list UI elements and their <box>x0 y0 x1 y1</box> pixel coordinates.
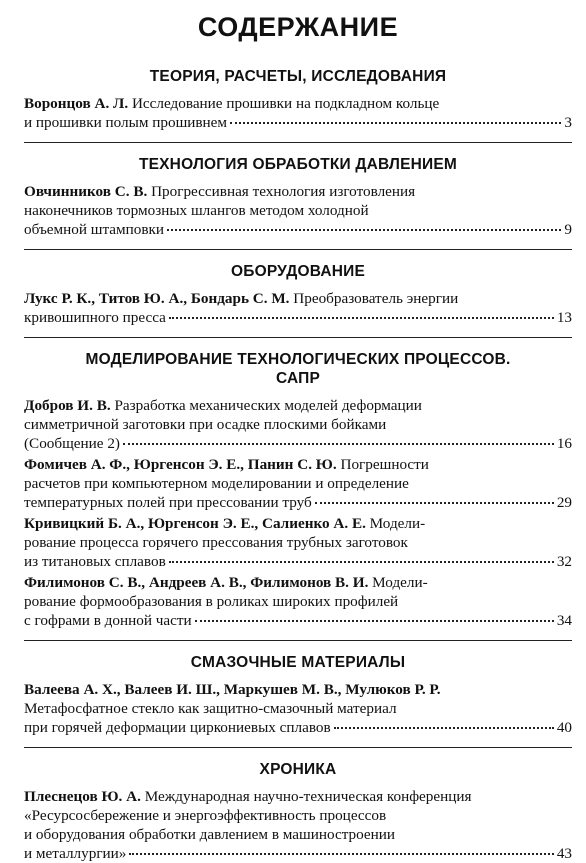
entry-title-part: Преобразователь энергии <box>289 290 459 307</box>
toc-entry-last-line <box>24 308 572 327</box>
section-heading <box>24 653 572 672</box>
toc-entry-line <box>24 474 572 493</box>
toc-entry-last-line <box>24 113 572 132</box>
section-heading-line: САПР <box>275 370 321 387</box>
entry-author: Воронцов А. Л. <box>24 95 129 112</box>
toc-entry <box>24 514 572 571</box>
entry-title-part: Модели- <box>368 574 428 591</box>
toc-entry-line <box>24 699 572 718</box>
section <box>24 760 572 863</box>
entry-title-part: наконечников тормозных шлангов методом холодной <box>24 202 369 219</box>
entry-title-part: и оборудования обработки давлением в машиностроении <box>24 826 396 843</box>
entry-text <box>24 844 126 863</box>
entry-title-part: Исследование прошивки на подкладном кольце <box>128 95 440 112</box>
toc-entry <box>24 573 572 630</box>
leader-dots <box>195 620 554 622</box>
section-heading-line: СМАЗОЧНЫЕ МАТЕРИАЛЫ <box>190 654 406 671</box>
section-divider <box>24 640 572 641</box>
leader-dots <box>169 561 554 563</box>
section-divider <box>24 747 572 748</box>
leader-dots <box>167 229 561 231</box>
entry-title-part: кривошипного пресса <box>24 309 166 326</box>
page-number: 32 <box>556 553 572 570</box>
leader-dots <box>169 317 554 319</box>
entry-title-part: Международная научно-техническая конференция <box>140 788 472 805</box>
entry-text <box>24 534 408 551</box>
entry-text <box>24 113 227 132</box>
entry-text <box>24 788 472 805</box>
page-number: 29 <box>556 494 572 511</box>
page-number: 16 <box>556 435 572 452</box>
section-divider <box>24 337 572 338</box>
page-number: 34 <box>556 612 572 629</box>
entry-text <box>24 574 428 591</box>
entry-author: Филимонов С. В., Андреев А. В., Филимонов В. И. <box>24 574 369 591</box>
page-number: 3 <box>564 114 572 131</box>
entry-text <box>24 202 369 219</box>
leader-dots <box>230 122 561 124</box>
toc-entry-line <box>24 573 572 592</box>
toc-entry-last-line <box>24 434 572 453</box>
leader-dots <box>129 853 553 855</box>
section-heading-line: ОБОРУДОВАНИЕ <box>230 263 366 280</box>
entry-text <box>24 593 398 610</box>
toc-entry-line <box>24 289 572 308</box>
contents-list <box>24 67 572 863</box>
entry-title-part: Разработка механических моделей деформации <box>110 397 422 414</box>
entry-author: Лукс Р. К., Титов Ю. А., Бондарь С. М. <box>24 290 290 307</box>
section-heading <box>24 760 572 779</box>
leader-dots <box>123 443 554 445</box>
toc-entry <box>24 94 572 132</box>
entry-title-part: «Ресурсосбережение и энергоэффективность процессов <box>24 807 387 824</box>
entry-title-part: температурных полей при прессовании труб <box>24 494 312 511</box>
toc-entry-last-line <box>24 552 572 571</box>
section-divider <box>24 142 572 143</box>
toc-entry-last-line <box>24 844 572 863</box>
toc-entry-line <box>24 533 572 552</box>
toc-entry <box>24 680 572 737</box>
entry-text <box>24 456 429 473</box>
page-number: 43 <box>556 845 572 862</box>
section-heading <box>24 155 572 174</box>
toc-entry-last-line <box>24 493 572 512</box>
toc-entry-line <box>24 455 572 474</box>
toc-entry-line <box>24 94 572 113</box>
entry-text <box>24 681 441 698</box>
toc-entry-last-line <box>24 220 572 239</box>
toc-entry-line <box>24 592 572 611</box>
entry-text <box>24 290 458 307</box>
toc-entry <box>24 396 572 453</box>
entry-author: Фомичев А. Ф., Юргенсон Э. Е., Панин С. Ю. <box>24 456 337 473</box>
entry-text <box>24 475 409 492</box>
entry-text <box>24 493 312 512</box>
section <box>24 350 572 630</box>
section-heading <box>24 350 572 388</box>
leader-dots <box>334 727 554 729</box>
section <box>24 155 572 239</box>
entry-text <box>24 397 422 414</box>
entry-text <box>24 611 192 630</box>
entry-title-part: (Сообщение 2) <box>24 435 120 452</box>
entry-title-part: Метафосфатное стекло как защитно-смазочный материал <box>24 700 397 717</box>
entry-title-part: и металлургии» <box>24 845 127 862</box>
entry-author: Валеева А. Х., Валеев И. Ш., Маркушев М. В., Мулюков Р. Р. <box>24 681 441 698</box>
toc-entry-line <box>24 806 572 825</box>
entry-author: Плеснецов Ю. А. <box>24 788 141 805</box>
entry-title-part: расчетов при компьютерном моделировании и определение <box>24 475 409 492</box>
entry-text <box>24 700 397 717</box>
section-heading-line: ТЕОРИЯ, РАСЧЕТЫ, ИССЛЕДОВАНИЯ <box>149 68 447 85</box>
leader-dots <box>315 502 554 504</box>
entry-author: Добров И. В. <box>24 397 111 414</box>
entry-text <box>24 807 386 824</box>
entry-title-part: с гофрами в донной части <box>24 612 192 629</box>
toc-entry-line <box>24 680 572 699</box>
toc-entry-last-line <box>24 718 572 737</box>
entry-title-part: рование формообразования в роликах широких профилей <box>24 593 399 610</box>
section <box>24 67 572 132</box>
entry-title-part: Погрешности <box>336 456 429 473</box>
toc-entry <box>24 289 572 327</box>
toc-entry-line <box>24 396 572 415</box>
toc-entry-line <box>24 787 572 806</box>
entry-text <box>24 552 166 571</box>
section-heading-line: МОДЕЛИРОВАНИЕ ТЕХНОЛОГИЧЕСКИХ ПРОЦЕССОВ. <box>85 351 511 368</box>
toc-entry <box>24 455 572 512</box>
entry-text <box>24 416 386 433</box>
entry-text <box>24 434 120 453</box>
page-number: 13 <box>556 309 572 326</box>
entry-text <box>24 826 395 843</box>
entry-text <box>24 95 439 112</box>
entry-text <box>24 515 425 532</box>
section-heading <box>24 67 572 86</box>
entry-title-part: из титановых сплавов <box>24 553 166 570</box>
entry-text <box>24 718 331 737</box>
section-heading-line: ХРОНИКА <box>259 761 337 778</box>
entry-title-part: и прошивки полым прошивнем <box>24 114 228 131</box>
toc-entry-line <box>24 415 572 434</box>
entry-title-part: при горячей деформации циркониевых сплавов <box>24 719 331 736</box>
toc-entry-line <box>24 514 572 533</box>
toc-entry-last-line <box>24 611 572 630</box>
toc-entry-line <box>24 201 572 220</box>
section-heading <box>24 262 572 281</box>
entry-title-part: рование процесса горячего прессования трубных заготовок <box>24 534 408 551</box>
section-heading-line: ТЕХНОЛОГИЯ ОБРАБОТКИ ДАВЛЕНИЕМ <box>138 156 458 173</box>
entry-title-part: объемной штамповки <box>24 221 165 238</box>
page-number: 9 <box>564 221 572 238</box>
page-title: СОДЕРЖАНИЕ <box>197 12 399 42</box>
entry-title-part: Модели- <box>365 515 426 532</box>
section <box>24 653 572 737</box>
entry-text <box>24 220 164 239</box>
entry-text <box>24 308 166 327</box>
section <box>24 262 572 327</box>
toc-entry <box>24 787 572 863</box>
toc-entry <box>24 182 572 239</box>
entry-title-part: Прогрессивная технология изготовления <box>147 183 416 200</box>
entry-title-part: симметричной заготовки при осадке плоскими бойками <box>24 416 387 433</box>
entry-text <box>24 183 415 200</box>
entry-author: Кривицкий Б. А., Юргенсон Э. Е., Салиенко А. Е. <box>24 515 366 532</box>
entry-author: Овчинников С. В. <box>24 183 148 200</box>
page-number: 40 <box>556 719 572 736</box>
section-divider <box>24 249 572 250</box>
toc-entry-line <box>24 182 572 201</box>
